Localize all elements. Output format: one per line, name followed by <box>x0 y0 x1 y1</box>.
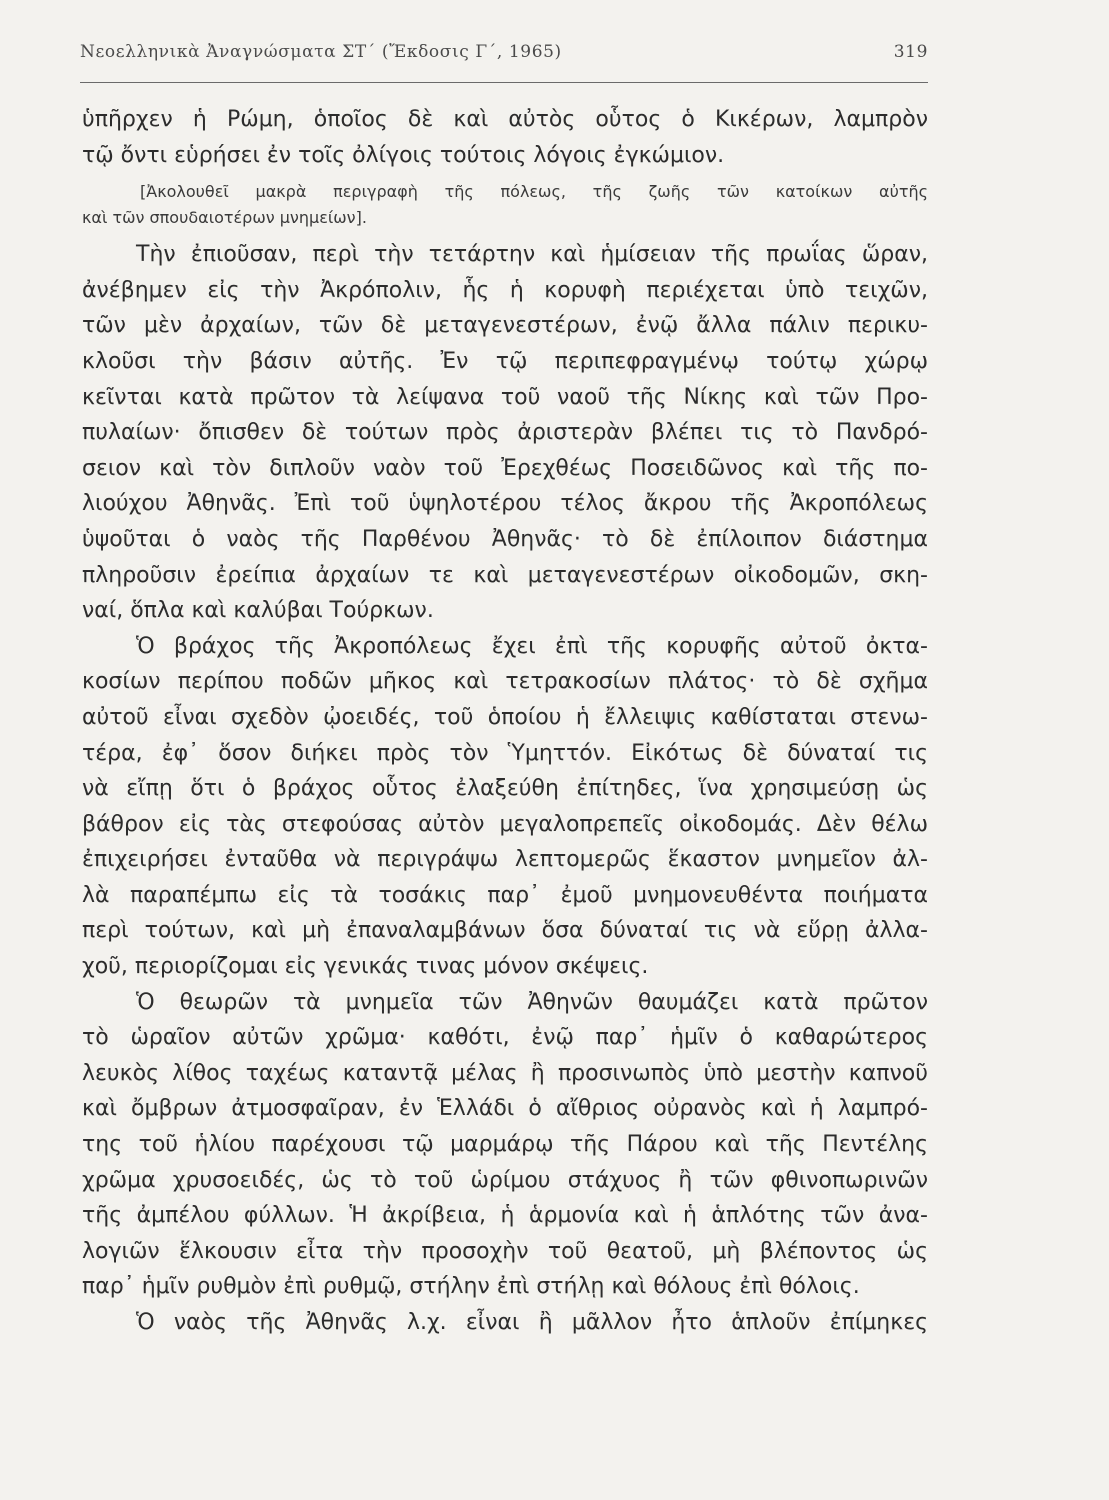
page-number: 319 <box>893 42 928 62</box>
text-line: κοσίων περίπου ποδῶν μῆκος καὶ τετρακοσίων πλάτος· τὸ δὲ σχῆμα <box>82 669 928 695</box>
header-rule <box>80 82 928 83</box>
text-line: ναί, ὅπλα καὶ καλύβαι Τούρκων. <box>82 598 434 624</box>
note-line: καὶ τῶν σπουδαιοτέρων μνημείων]. <box>82 208 367 228</box>
paragraph <box>82 1305 928 1341</box>
text-line: πληροῦσιν ἐρείπια ἀρχαίων τε καὶ μεταγενεστέρων οἰκοδομῶν, σκη- <box>82 562 928 588</box>
text-line: Ὁ θεωρῶν τὰ μνημεῖα τῶν Ἀθηνῶν θαυμάζει κατὰ πρῶτον <box>136 989 928 1015</box>
paragraph <box>82 237 928 629</box>
text-line: ὑψοῦται ὁ ναὸς τῆς Παρθένου Ἀθηνᾶς· τὸ δὲ ἐπίλοιπον διάστημα <box>82 526 928 552</box>
text-line: ὑπῆρχεν ἡ Ρώμη, ὁποῖος δὲ καὶ αὐτὸς οὗτος ὁ Κικέρων, λαμπρὸν <box>82 107 928 132</box>
text-line: κεῖνται κατὰ πρῶτον τὰ λείψανα τοῦ ναοῦ τῆς Νίκης καὶ τῶν Προ- <box>82 384 928 410</box>
text-line: ἐπιχειρήσει ἐνταῦθα νὰ περιγράψω λεπτομερῶς ἕκαστον μνημεῖον ἀλ- <box>82 847 928 873</box>
text-line: Τὴν ἐπιοῦσαν, περὶ τὴν τετάρτην καὶ ἡμίσειαν τῆς πρωΐας ὥραν, <box>136 242 928 268</box>
text-line: βάθρον εἰς τὰς στεφούσας αὐτὸν μεγαλοπρεπεῖς οἰκοδομάς. Δὲν θέλω <box>82 811 928 837</box>
text-line: ἀνέβημεν εἰς τὴν Ἀκρόπολιν, ἧς ἡ κορυφὴ περιέχεται ὑπὸ τειχῶν, <box>82 277 928 303</box>
text-line: Ὁ ναὸς τῆς Ἀθηνᾶς λ.χ. εἶναι ἢ μᾶλλον ἦτο ἁπλοῦν ἐπίμηκες <box>136 1310 928 1335</box>
body-text <box>82 102 928 1341</box>
editorial-note <box>82 179 928 231</box>
text-line: καὶ ὄμβρων ἀτμοσφαῖραν, ἐν Ἑλλάδι ὁ αἴθριος οὐρανὸς καὶ ἡ λαμπρό- <box>82 1096 928 1122</box>
text-line: λευκὸς λίθος ταχέως καταντᾷ μέλας ἢ προσινωπὸς ὑπὸ μεστὴν καπνοῦ <box>82 1060 928 1086</box>
text-line: πυλαίων· ὄπισθεν δὲ τούτων πρὸς ἀριστερὰν βλέπει τις τὸ Πανδρό- <box>82 420 928 446</box>
text-line: τῆς ἀμπέλου φύλλων. Ἡ ἀκρίβεια, ἡ ἁρμονία καὶ ἡ ἁπλότης τῶν ἀνα- <box>82 1203 928 1229</box>
text-line: τῷ ὄντι εὑρήσει ἐν τοῖς ὀλίγοις τούτοις λόγοις ἐγκώμιον. <box>82 142 725 168</box>
text-line: Ὁ βράχος τῆς Ἀκροπόλεως ἔχει ἐπὶ τῆς κορυφῆς αὐτοῦ ὀκτα- <box>136 633 928 659</box>
paragraph <box>82 102 928 173</box>
text-line: αὐτοῦ εἶναι σχεδὸν ᾠοειδές, τοῦ ὁποίου ἡ ἔλλειψις καθίσταται στενω- <box>82 704 928 730</box>
text-line: κλοῦσι τὴν βάσιν αὐτῆς. Ἐν τῷ περιπεφραγμένῳ τούτῳ χώρῳ <box>82 348 928 374</box>
text-line: λιούχου Ἀθηνᾶς. Ἐπὶ τοῦ ὑψηλοτέρου τέλος ἄκρου τῆς Ἀκροπόλεως <box>82 491 928 517</box>
text-line: λογιῶν ἕλκουσιν εἶτα τὴν προσοχὴν τοῦ θεατοῦ, μὴ βλέποντος ὡς <box>82 1238 928 1264</box>
running-head <box>80 42 928 72</box>
text-line: της τοῦ ἡλίου παρέχουσι τῷ μαρμάρῳ τῆς Πάρου καὶ τῆς Πεντέλης <box>82 1132 928 1158</box>
text-line: χοῦ, περιορίζομαι εἰς γενικάς τινας μόνον σκέψεις. <box>82 954 649 980</box>
running-head-title: Νεοελληνικὰ Ἀναγνώσματα ΣΤ´ (Ἔκδοσις Γ´, 1965) <box>80 42 562 62</box>
note-line: [Ἀκολουθεῖ μακρὰ περιγραφὴ τῆς πόλεως, τῆς ζωῆς τῶν κατοίκων αὐτῆς <box>140 182 928 202</box>
paragraph <box>82 629 928 985</box>
text-line: τῶν μὲν ἀρχαίων, τῶν δὲ μεταγενεστέρων, ἐνῷ ἄλλα πάλιν περικυ- <box>82 313 928 339</box>
text-line: νὰ εἴπῃ ὅτι ὁ βράχος οὗτος ἐλαξεύθη ἐπίτηδες, ἵνα χρησιμεύσῃ ὡς <box>82 776 928 802</box>
text-line: περὶ τούτων, καὶ μὴ ἐπαναλαμβάνων ὅσα δύναταί τις νὰ εὕρῃ ἀλλα- <box>82 918 928 944</box>
text-line: σειον καὶ τὸν διπλοῦν ναὸν τοῦ Ἐρεχθέως Ποσειδῶνος καὶ τῆς πο- <box>82 455 928 481</box>
text-line: χρῶμα χρυσοειδές, ὡς τὸ τοῦ ὡρίμου στάχυος ἢ τῶν φθινοπωρινῶν <box>82 1167 928 1193</box>
text-line: τέρα, ἐφ᾽ ὅσον διήκει πρὸς τὸν Ὑμηττόν. Εἰκότως δὲ δύναταί τις <box>82 740 928 766</box>
text-line: λὰ παραπέμπω εἰς τὰ τοσάκις παρ᾽ ἐμοῦ μνημονευθέντα ποιήματα <box>82 882 928 908</box>
text-line: παρ᾽ ἡμῖν ρυθμὸν ἐπὶ ρυθμῷ, στήλην ἐπὶ στήλῃ καὶ θόλους ἐπὶ θόλοις. <box>82 1274 860 1300</box>
paragraph <box>82 985 928 1305</box>
text-line: τὸ ὡραῖον αὐτῶν χρῶμα· καθότι, ἐνῷ παρ᾽ ἡμῖν ὁ καθαρώτερος <box>82 1025 928 1051</box>
